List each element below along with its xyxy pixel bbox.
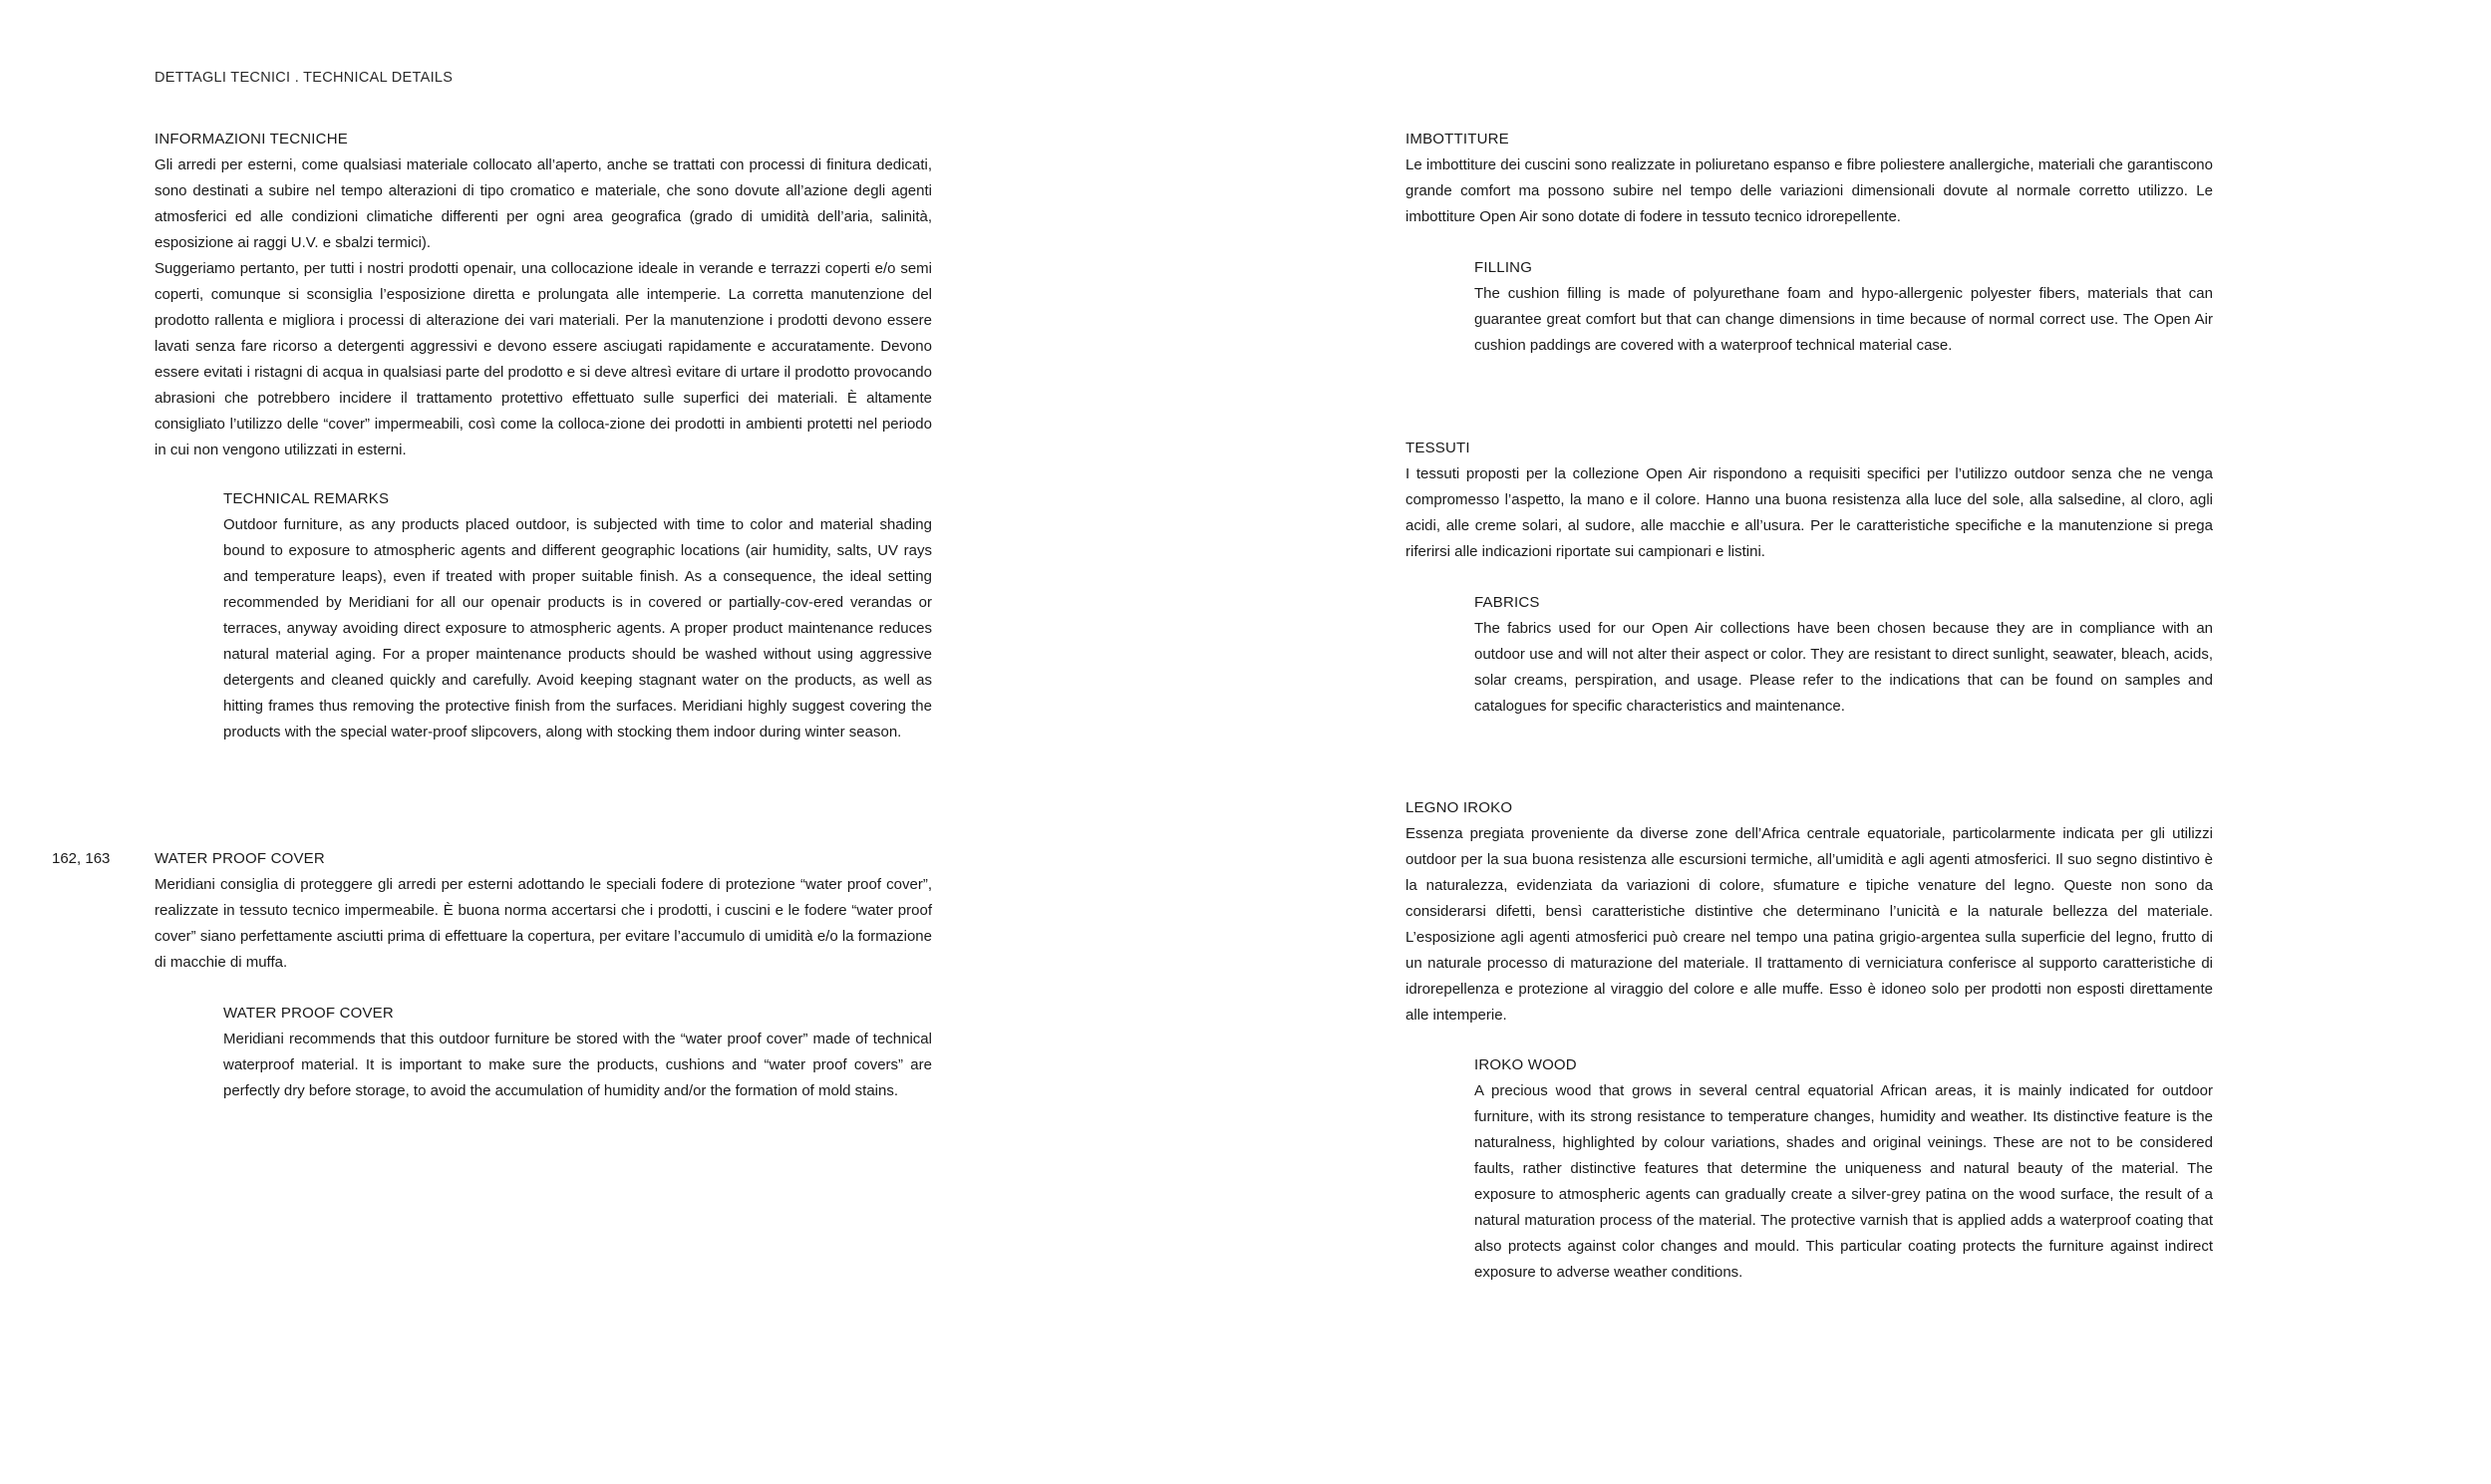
section-heading: TECHNICAL REMARKS: [223, 490, 390, 507]
section-paragraph: Suggeriamo pertanto, per tutti i nostri prodotti openair, una collocazione ideale in verande e terrazzi coperti e/o semi coperti, comunque si sconsiglia l’esposizione diretta e prolungata alle intemperie. La corretta manutenzione del prodotto rallenta e migliora i processi di alterazione dei vari materiali. Per la manutenzione i prodotti devono essere lavati senza fare ricorso a detergenti aggressivi e devono essere asciugati rapidamente e accuratamente. Devono essere evitati i ristagni di acqua in qualsiasi parte del prodotto e si deve altresì evitare di urtare il prodotto provocando abrasioni che potrebbero incidere il trattamento protettivo effettuato sulle superfici dei materiali. È altamente consigliato l’utilizzo delle “cover” impermeabili, così come la colloca-zione dei prodotti in ambienti protetti nel periodo in cui non vengono utilizzati in esterni.: [155, 260, 932, 458]
section-water-proof-cover-it: [155, 846, 932, 976]
section-informazioni-tecniche: [155, 127, 932, 463]
section-filling: [1474, 255, 2213, 359]
section-heading: TESSUTI: [1405, 440, 1470, 456]
section-paragraph: The fabrics used for our Open Air collections have been chosen because they are in compliance with an outdoor use and will not alter their aspect or color. They are resistant to direct sunlight, seawater, bleach, acids, solar creams, perspiration, and usage. Please refer to the indications that can be found on samples and catalogues for specific characteristics and maintenance.: [1474, 620, 2213, 715]
section-paragraph: Gli arredi per esterni, come qualsiasi materiale collocato all’aperto, anche se trattati con processi di finitura dedicati, sono destinati a subire nel tempo alterazioni di tipo cromatico e materiale, che sono dovute all’azione degli agenti atmosferici ed alle condizioni climatiche differenti per ogni area geografica (grado di umidità dell’aria, salinità, esposizione ai raggi U.V. e sbalzi termici).: [155, 156, 932, 251]
section-paragraph: I tessuti proposti per la collezione Open Air rispondono a requisiti specifici per l’utilizzo outdoor senza che ne venga compromesso l’aspetto, la mano e il colore. Hanno una buona resistenza alla luce del sole, alla salsedine, al cloro, agli acidi, alle creme solari, al sudore, alle macchie e all’usura. Per le caratteristiche specifiche e la manutenzione si prega riferirsi alle indicazioni riportate sui campionari e listini.: [1405, 465, 2213, 560]
section-fabrics: [1474, 590, 2213, 720]
section-water-proof-cover-en: [223, 1001, 932, 1104]
section-heading: IMBOTTITURE: [1405, 131, 1509, 148]
section-iroko-wood: [1474, 1052, 2213, 1286]
section-heading: FABRICS: [1474, 594, 1540, 611]
section-heading: FILLING: [1474, 259, 1533, 276]
section-paragraph: Le imbottiture dei cuscini sono realizzate in poliuretano espanso e fibre poliestere anallergiche, materiali che garantiscono grande comfort ma possono subire nel tempo delle variazioni dimensionali dovute al normale corretto utilizzo. Le imbottiture Open Air sono dotate di fodere in tessuto tecnico idrorepellente.: [1405, 156, 2213, 225]
page-reference: 162, 163: [52, 850, 111, 867]
section-paragraph: Essenza pregiata proveniente da diverse zone dell’Africa centrale equatoriale, particolarmente indicata per gli utilizzi outdoor per la sua buona resistenza alle escursioni termiche, all’umidità e agli agenti atmosferici. Il suo segno distintivo è la naturalezza, evidenziata da variazioni di colore, sfumature e tipiche venature del legno. Queste non sono da considerarsi difetti, bensì caratteristiche distintive che determinano l’unicità e la naturale bellezza del materiale. L’esposizione agli agenti atmosferici può creare nel tempo una patina grigio-argentea sulla superficie del legno, frutto di un naturale processo di maturazione del materiale. Il trattamento di verniciatura conferisce al supporto caratteristiche di idrorepellenza e protezione al viraggio del colore e alle muffe. Esso è idoneo solo per prodotti non esposti direttamente alle intemperie.: [1405, 825, 2213, 1024]
section-imbottiture: [1405, 127, 2213, 230]
section-heading: IROKO WOOD: [1474, 1056, 1577, 1073]
section-paragraph: Outdoor furniture, as any products placed outdoor, is subjected with time to color and material shading bound to exposure to atmospheric agents and different geographic locations (air humidity, salts, UV rays and temperature leaps), even if treated with proper suitable finish. As a consequence, the ideal setting recommended by Meridiani for all our openair products is in covered or partially-cov-ered verandas or terraces, anyway avoiding direct exposure to atmospheric agents. A proper product maintenance reduces natural material aging. For a proper maintenance products should be washed without using aggressive detergents and cleaned quickly and carefully. Avoid keeping stagnant water on the products, as well as hitting frames thus removing the protective finish from the surfaces. Meridiani highly suggest covering the products with the special water-proof slipcovers, along with stocking them indoor during winter season.: [223, 516, 932, 741]
section-heading: WATER PROOF COVER: [223, 1005, 394, 1022]
section-tessuti: [1405, 436, 2213, 565]
section-heading: WATER PROOF COVER: [155, 850, 325, 867]
section-paragraph: Meridiani consiglia di proteggere gli arredi per esterni adottando le speciali fodere di protezione “water proof cover”, realizzate in tessuto tecnico impermeabile. È buona norma accertarsi che i prodotti, i cuscini e le fodere “water proof cover” siano perfettamente asciutti prima di effettuare la copertura, per evitare l’accumulo di umidità e/o la formazione di macchie di muffa.: [155, 876, 932, 971]
section-paragraph: Meridiani recommends that this outdoor furniture be stored with the “water proof cover” made of technical waterproof material. It is important to make sure the products, cushions and “water proof covers” are perfectly dry before storage, to avoid the accumulation of humidity and/or the formation of mold stains.: [223, 1031, 932, 1099]
section-heading: LEGNO IROKO: [1405, 799, 1513, 816]
section-heading: INFORMAZIONI TECNICHE: [155, 131, 348, 148]
section-technical-remarks: [223, 486, 932, 745]
section-paragraph: A precious wood that grows in several central equatorial African areas, it is mainly indicated for outdoor furniture, with its strong resistance to temperature changes, humidity and weather. Its distinctive feature is the naturalness, highlighted by colour variations, shades and original veinings. These are not to be considered faults, rather distinctive features that determine the uniqueness and natural beauty of the material. The exposure to atmospheric agents can gradually create a silver-grey patina on the wood surface, the result of a natural maturation process of the material. The protective varnish that is applied adds a waterproof coating that also protects against color changes and mould. This particular coating protects the furniture against indirect exposure to adverse weather conditions.: [1474, 1082, 2213, 1281]
section-paragraph: The cushion filling is made of polyurethane foam and hypo-allergenic polyester fibers, materials that can guarantee great comfort but that can change dimensions in time because of normal correct use. The Open Air cushion paddings are covered with a waterproof technical material case.: [1474, 285, 2213, 354]
section-legno-iroko: [1405, 795, 2213, 1029]
running-header: DETTAGLI TECNICI . TECHNICAL DETAILS: [155, 70, 454, 86]
